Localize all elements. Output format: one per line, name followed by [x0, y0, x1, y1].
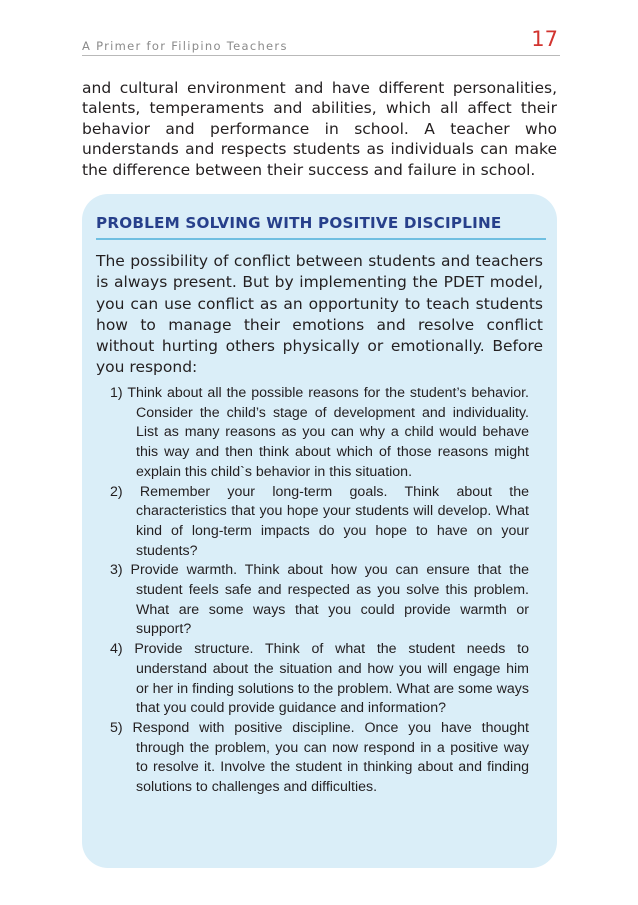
running-title: A Primer for Filipino Teachers [82, 39, 288, 53]
positive-discipline-box [82, 194, 557, 868]
step-item: 2) Remember your long-term goals. Think about the characteristics that you hope your students will develop. What kind of long-term impacts do you hope to have on your students? [110, 483, 529, 559]
box-paragraph: The possibility of conflict between students and teachers is always present. But by implementing the PDET model, you can use conflict as an opportunity to teach students how to manage their emotions and resolve conflict without hurting others physically or emotionally. Before you respond: [96, 252, 543, 377]
page-number: 17 [531, 27, 558, 51]
box-title: PROBLEM SOLVING WITH POSITIVE DISCIPLINE [96, 214, 546, 240]
step-item: 4) Provide structure. Think of what the student needs to understand about the situation and how you will engage him or her in finding solutions to the problem. What are some ways that you could provide guidance and information? [110, 641, 529, 717]
step-item: 1) Think about all the possible reasons for the student’s behavior. Consider the child’s stage of development and individuality. List as many reasons as you can why a child would behave this way and then think about which of those reasons might explain this child`s behavior in this situation. [110, 385, 529, 480]
step-item: 3) Provide warmth. Think about how you can ensure that the student feels safe and respected as you solve this problem. What are some ways that you could provide warmth or support? [110, 562, 529, 638]
running-header [82, 27, 560, 56]
step-item: 5) Respond with positive discipline. Once you have thought through the problem, you can now respond in a positive way to resolve it. Involve the student in thinking about and finding solutions to challenges and difficulties. [110, 719, 529, 796]
steps-list [110, 384, 529, 798]
intro-paragraph: and cultural environment and have different personalities, talents, temperaments and abilities, which all affect their behavior and performance in school. A teacher who understands and respects students as individuals can make the difference between their success and failure in school. [82, 79, 557, 179]
